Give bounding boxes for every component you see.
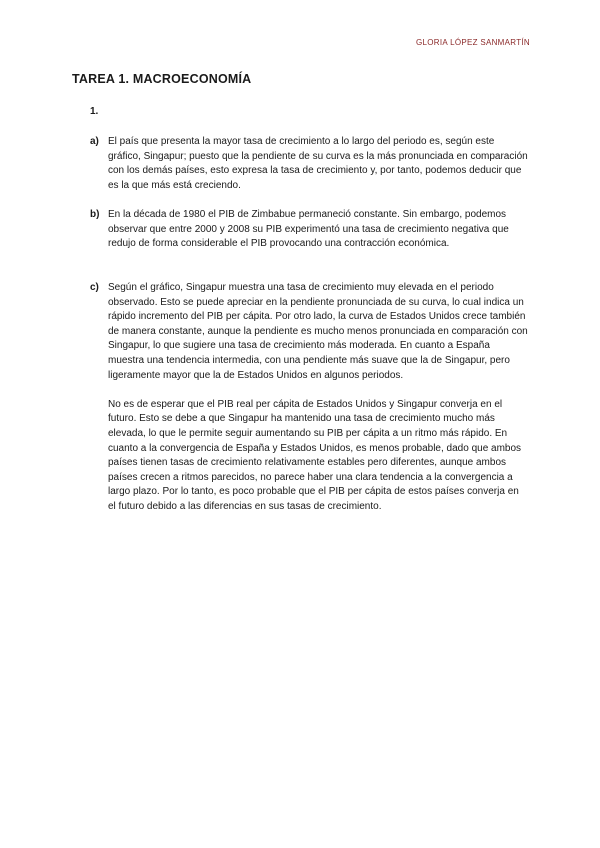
answer-b (90, 208, 530, 252)
answer-a-text (108, 135, 528, 193)
answer-b-letter: b) (90, 209, 100, 220)
answer-c-text (108, 281, 528, 515)
answer-a-paragraph-1: El país que presenta la mayor tasa de crecimiento a lo largo del periodo es, según este gráfico, Singapur; puesto que la pendiente de su curva es la más pronunciada en comparación con los demás países, esto expresa la tasa de crecimiento y, por tanto, podemos deducir que es la que más está creciendo. (108, 136, 528, 191)
answer-c-paragraph-2: No es de esperar que el PIB real per cápita de Estados Unidos y Singapur converja en el futuro. Esto se debe a que Singapur ha mantenido una tasa de crecimiento mucho más elevada, lo que le permite seguir aumentando su PIB per cápita a un ritmo más rápido. En cuanto a la convergencia de España y Estados Unidos, es menos probable, dado que ambos países tienen tasas de crecimiento relativamente estables pero diferentes, aunque ambos países crecen a ritmos parecidos, no parece haber una clara tendencia a la convergencia a largo plazo. Por lo tanto, es poco probable que el PIB per cápita de estos países converja en el futuro debido a las diferencias en sus tasas de crecimiento. (108, 398, 522, 512)
answer-b-text (108, 208, 528, 252)
answer-a (90, 135, 530, 193)
answer-c (90, 281, 530, 515)
question-number: 1. (90, 106, 99, 117)
page-title: TAREA 1. MACROECONOMÍA (72, 72, 252, 86)
answer-c-paragraph-1: Según el gráfico, Singapur muestra una tasa de crecimiento muy elevada en el periodo observado. Esto se puede apreciar en la pendiente pronunciada de su curva, lo cual indica un rápido incremento del PIB per cápita. Por otro lado, la curva de Estados Unidos crece también de manera constante, aunque la pendiente es mucho menos pronunciada en comparación con Singapur, lo que sugiere una tasa de crecimiento más moderada. En cuanto a España muestra una tendencia intermedia, con una pendiente más suave que la de Singapur, pero ligeramente mayor que la de Estados Unidos en algunos periodos. (108, 282, 528, 381)
answer-c-letter: c) (90, 282, 99, 293)
answer-a-letter: a) (90, 136, 99, 147)
answer-b-paragraph-1: En la década de 1980 el PIB de Zimbabue permaneció constante. Sin embargo, podemos observar que entre 2000 y 2008 su PIB experimentó una tasa de crecimiento negativa que redujo de forma considerable el PIB provocando una contracción económica. (108, 209, 509, 250)
author-name: GLORIA LÓPEZ SANMARTÍN (415, 38, 530, 47)
